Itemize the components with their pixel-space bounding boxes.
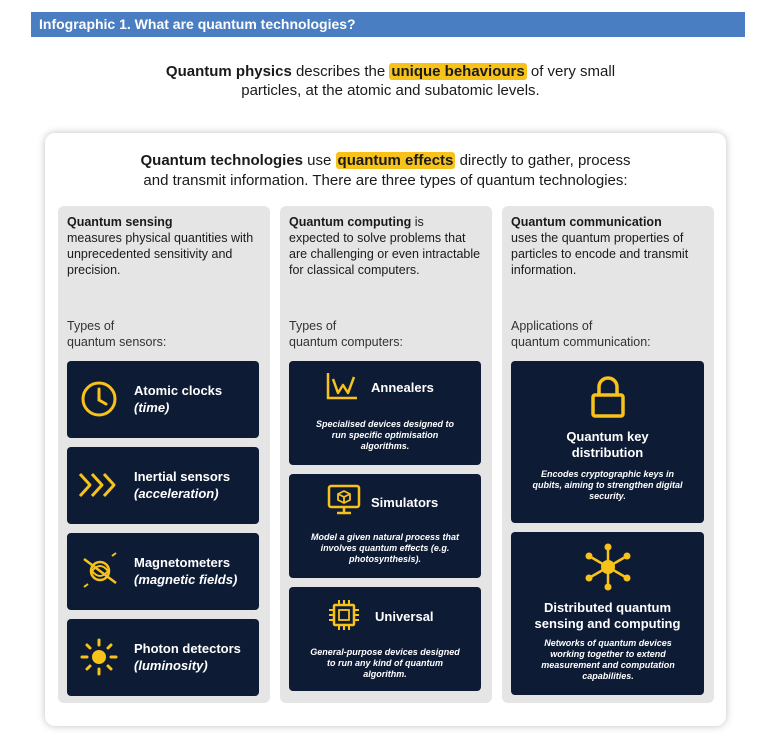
panel-pre: use <box>303 152 336 169</box>
panel-post: directly to gather, process <box>455 152 631 169</box>
annealers-name: Annealers <box>371 380 434 395</box>
intro-line2: particles, at the atomic and subatomic levels. <box>241 82 540 99</box>
card-quantum-key-distribution <box>511 361 704 523</box>
inertial-sensors-name: Inertial sensors <box>134 469 231 484</box>
qkd-name2: distribution <box>571 445 644 460</box>
intro-bold: Quantum physics <box>165 63 292 80</box>
card-distributed-quantum <box>511 532 704 695</box>
annealers-desc: Specialised devices designed to run specific optimisation algorithms. <box>315 419 455 451</box>
intro-pre: describes the <box>291 63 390 80</box>
sensing-desc: measures physical quantities with unprecedented sensitivity and precision. <box>67 231 254 277</box>
panel-line2: and transmit information. There are three types of quantum technologies: <box>143 172 628 189</box>
technologies-panel <box>45 133 726 726</box>
magnetometers-detail: (magnetic fields) <box>134 572 238 587</box>
card-atomic-clocks <box>67 361 259 438</box>
intro-text <box>0 62 781 100</box>
computing-subheading <box>289 318 485 350</box>
communication-sub1: Applications of <box>511 319 593 333</box>
intro-highlight: unique behaviours <box>391 63 525 80</box>
chart-icon <box>325 371 359 401</box>
atomic-clocks-name: Atomic clocks <box>134 383 223 398</box>
column-quantum-sensing <box>58 206 270 703</box>
qkd-title <box>511 429 704 461</box>
atomic-clocks-detail: (time) <box>134 400 170 415</box>
chip-icon <box>327 598 361 632</box>
intro-post: of very small <box>526 63 616 80</box>
panel-highlight: quantum effects <box>337 152 454 169</box>
communication-sub2: quantum communication: <box>511 335 651 349</box>
network-icon <box>583 542 633 592</box>
card-inertial-sensors <box>67 447 259 524</box>
sensing-title: Quantum sensing <box>67 215 173 229</box>
universal-desc: General-purpose devices designed to run any kind of quantum algorithm. <box>310 647 460 679</box>
atomic-clocks-label <box>134 382 222 416</box>
computing-description <box>289 214 485 278</box>
card-annealers <box>289 361 481 465</box>
inertial-sensors-label <box>134 468 230 502</box>
qkd-name1: Quantum key <box>566 429 649 444</box>
sensing-sub2: quantum sensors: <box>67 335 167 349</box>
distributed-name1: Distributed quantum <box>543 600 672 615</box>
magnetometers-name: Magnetometers <box>134 555 231 570</box>
universal-name: Universal <box>375 609 434 624</box>
column-quantum-communication <box>502 206 714 703</box>
sensing-sub1: Types of <box>67 319 115 333</box>
panel-lead: Quantum technologies <box>140 152 304 169</box>
panel-heading <box>45 151 726 191</box>
communication-description <box>511 214 707 278</box>
clock-icon <box>79 379 119 419</box>
magnetometers-label <box>134 554 237 588</box>
card-magnetometers <box>67 533 259 610</box>
distributed-desc: Networks of quantum devices working together to extend measurement and computation capabilities. <box>541 638 675 681</box>
qkd-desc: Encodes cryptographic keys in qubits, aiming to strengthen digital security. <box>532 469 683 501</box>
communication-desc: uses the quantum properties of particles to encode and transmit information. <box>511 231 689 277</box>
monitor-cube-icon <box>327 484 361 516</box>
computing-sub2: quantum computers: <box>289 335 403 349</box>
computing-title: Quantum computing <box>289 215 412 229</box>
card-universal <box>289 587 481 691</box>
communication-title: Quantum communication <box>511 215 662 229</box>
computing-title-suffix: is <box>411 215 424 229</box>
photon-detectors-name: Photon detectors <box>134 641 241 656</box>
distributed-name2: sensing and computing <box>534 616 681 631</box>
sensing-description <box>67 214 263 278</box>
simulators-name: Simulators <box>371 495 439 510</box>
photon-detectors-detail: (luminosity) <box>134 658 208 673</box>
card-photon-detectors <box>67 619 259 696</box>
column-quantum-computing <box>280 206 492 703</box>
inertial-sensors-detail: (acceleration) <box>134 486 219 501</box>
magnet-icon <box>78 549 122 593</box>
computing-desc: expected to solve problems that are challenging or even intractable for classical computers. <box>289 231 481 277</box>
lock-icon <box>589 375 627 419</box>
sensing-subheading <box>67 318 263 350</box>
communication-subheading <box>511 318 707 350</box>
infographic-title: Infographic 1. What are quantum technologies? <box>31 12 745 37</box>
simulators-desc: Model a given natural process that involves quantum effects (e.g. photosynthesis). <box>310 532 460 564</box>
card-simulators <box>289 474 481 578</box>
photon-detectors-label <box>134 640 241 674</box>
distributed-title <box>511 600 704 632</box>
sun-icon <box>79 637 119 677</box>
chevrons-icon <box>77 469 123 501</box>
computing-sub1: Types of <box>289 319 337 333</box>
